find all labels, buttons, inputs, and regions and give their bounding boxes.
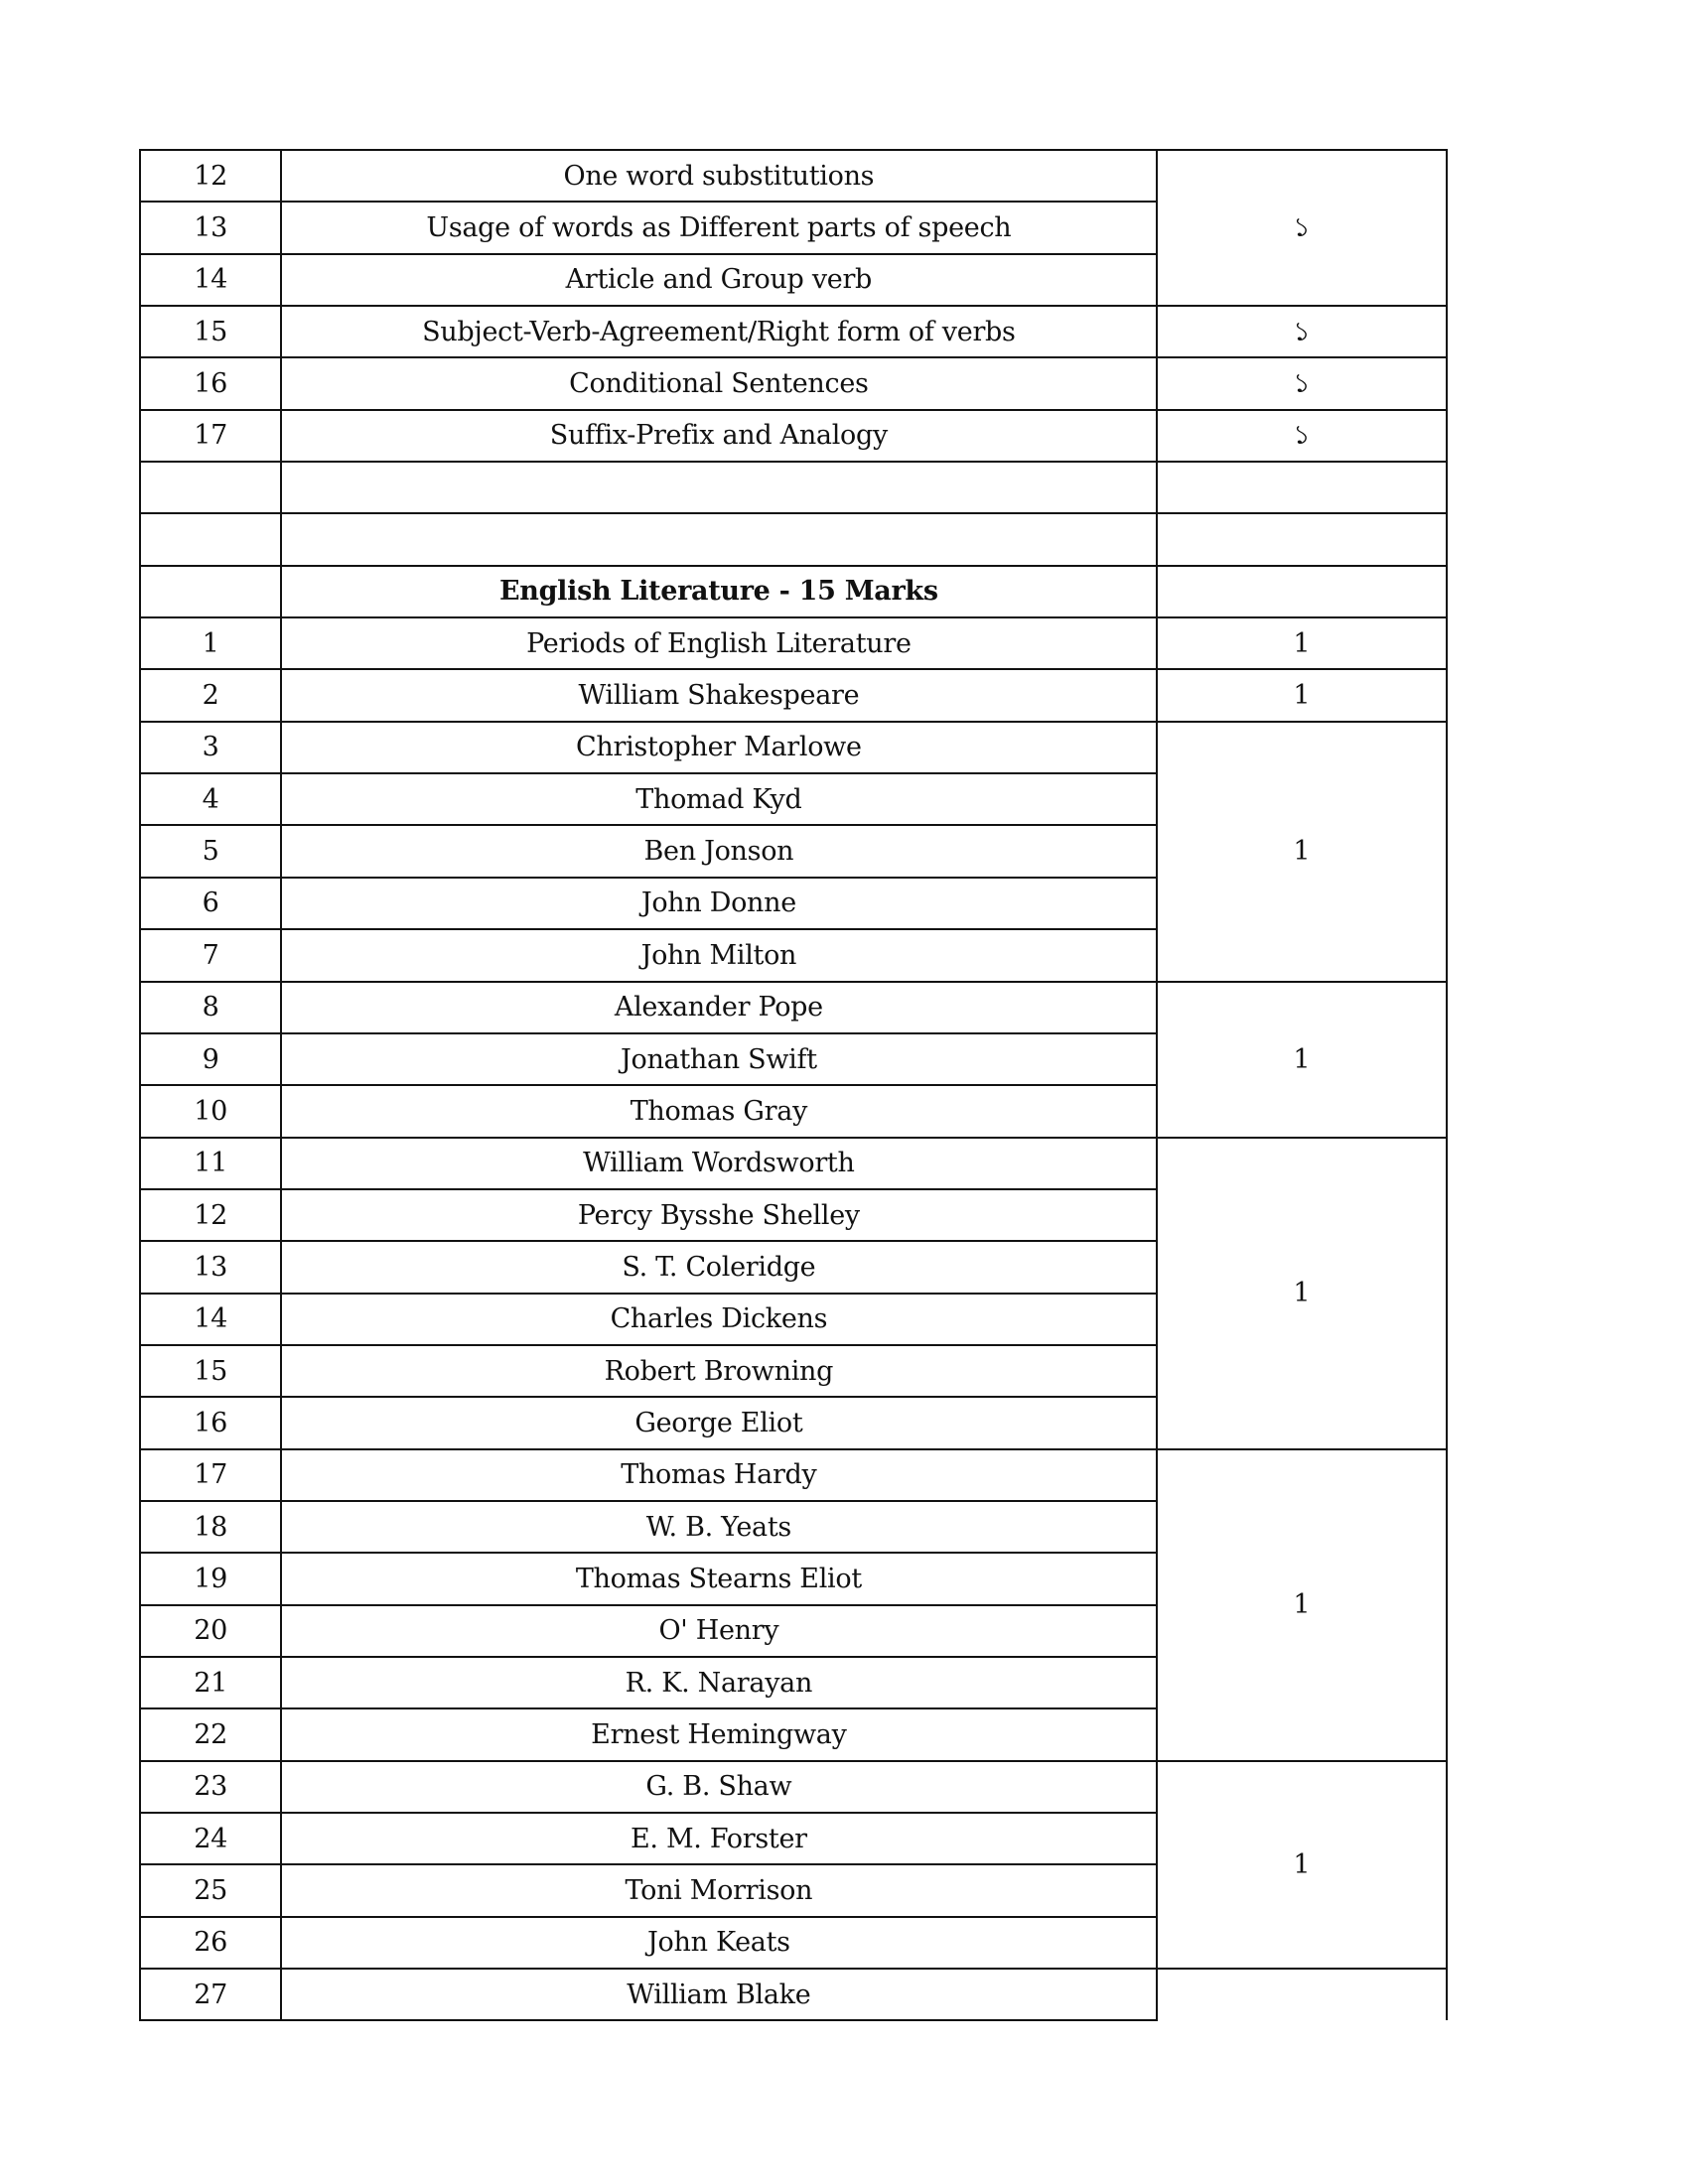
topic-cell: William Wordsworth: [281, 1138, 1156, 1189]
row-number: 16: [140, 1397, 281, 1448]
topic-cell: Ben Jonson: [281, 825, 1156, 877]
table-row: [140, 982, 1447, 1033]
empty-cell: [281, 462, 1156, 513]
row-number: 14: [140, 254, 281, 306]
topic-cell: Christopher Marlowe: [281, 722, 1156, 773]
topic-cell: Thomas Gray: [281, 1085, 1156, 1137]
topic-cell: John Keats: [281, 1917, 1156, 1969]
row-number: 27: [140, 1969, 281, 2020]
empty-cell: [1157, 566, 1447, 617]
row-number: 12: [140, 150, 281, 202]
topic-cell: John Donne: [281, 878, 1156, 929]
row-number: 21: [140, 1657, 281, 1708]
topic-cell: Ernest Hemingway: [281, 1708, 1156, 1760]
topic-cell: Thomas Stearns Eliot: [281, 1553, 1156, 1604]
topic-cell: Thomas Hardy: [281, 1449, 1156, 1501]
topic-cell: William Blake: [281, 1969, 1156, 2020]
marks-cell: 1: [1157, 982, 1447, 1138]
topic-cell: Toni Morrison: [281, 1864, 1156, 1916]
topic-cell: R. K. Narayan: [281, 1657, 1156, 1708]
empty-cell: [1157, 462, 1447, 513]
row-number: 20: [140, 1605, 281, 1657]
table-row: [140, 1138, 1447, 1189]
section-heading: English Literature - 15 Marks: [281, 566, 1156, 617]
topic-cell: S. T. Coleridge: [281, 1241, 1156, 1293]
table-row: [140, 722, 1447, 773]
row-number: 17: [140, 1449, 281, 1501]
row-number: 24: [140, 1813, 281, 1864]
row-number: 19: [140, 1553, 281, 1604]
row-number: 17: [140, 410, 281, 462]
topic-cell: Usage of words as Different parts of speech: [281, 202, 1156, 253]
row-number: 2: [140, 669, 281, 721]
row-number: 26: [140, 1917, 281, 1969]
syllabus-table: [139, 149, 1448, 2021]
table-row: [140, 306, 1447, 357]
marks-cell: 1: [1157, 617, 1447, 669]
marks-cell: 1: [1157, 722, 1447, 982]
topic-cell: E. M. Forster: [281, 1813, 1156, 1864]
row-number: 4: [140, 773, 281, 825]
topic-cell: Thomad Kyd: [281, 773, 1156, 825]
row-number: 16: [140, 357, 281, 409]
table-row: [140, 1969, 1447, 2020]
topic-cell: William Shakespeare: [281, 669, 1156, 721]
row-number: 12: [140, 1189, 281, 1241]
row-number: 11: [140, 1138, 281, 1189]
marks-cell: 1: [1157, 1449, 1447, 1761]
topic-cell: Robert Browning: [281, 1345, 1156, 1397]
topic-cell: Periods of English Literature: [281, 617, 1156, 669]
row-number: 23: [140, 1761, 281, 1813]
row-number: 10: [140, 1085, 281, 1137]
row-number: 5: [140, 825, 281, 877]
row-number: 6: [140, 878, 281, 929]
row-number: 22: [140, 1708, 281, 1760]
topic-cell: Suffix-Prefix and Analogy: [281, 410, 1156, 462]
table-row: [140, 669, 1447, 721]
row-number: 8: [140, 982, 281, 1033]
row-number: 7: [140, 929, 281, 981]
row-number: 18: [140, 1501, 281, 1553]
row-number: 14: [140, 1294, 281, 1345]
marks-cell: ১: [1157, 150, 1447, 306]
table-row: [140, 617, 1447, 669]
row-number: 3: [140, 722, 281, 773]
row-number: 13: [140, 202, 281, 253]
topic-cell: Charles Dickens: [281, 1294, 1156, 1345]
empty-cell: [1157, 1969, 1447, 2020]
topic-cell: W. B. Yeats: [281, 1501, 1156, 1553]
row-number: 15: [140, 1345, 281, 1397]
topic-cell: Article and Group verb: [281, 254, 1156, 306]
topic-cell: Subject-Verb-Agreement/Right form of verbs: [281, 306, 1156, 357]
blank-row: [140, 462, 1447, 513]
topic-cell: John Milton: [281, 929, 1156, 981]
marks-cell: 1: [1157, 1761, 1447, 1969]
table-row: [140, 357, 1447, 409]
empty-cell: [140, 566, 281, 617]
row-number: 25: [140, 1864, 281, 1916]
marks-cell: ১: [1157, 306, 1447, 357]
row-number: 9: [140, 1033, 281, 1085]
table-row: [140, 410, 1447, 462]
topic-cell: One word substitutions: [281, 150, 1156, 202]
section-heading-row: [140, 566, 1447, 617]
topic-cell: Percy Bysshe Shelley: [281, 1189, 1156, 1241]
marks-cell: ১: [1157, 357, 1447, 409]
row-number: 13: [140, 1241, 281, 1293]
table-row: [140, 1449, 1447, 1501]
topic-cell: George Eliot: [281, 1397, 1156, 1448]
empty-cell: [1157, 513, 1447, 565]
blank-row: [140, 513, 1447, 565]
marks-cell: 1: [1157, 669, 1447, 721]
topic-cell: G. B. Shaw: [281, 1761, 1156, 1813]
table-row: [140, 150, 1447, 202]
topic-cell: Conditional Sentences: [281, 357, 1156, 409]
topic-cell: O' Henry: [281, 1605, 1156, 1657]
empty-cell: [281, 513, 1156, 565]
row-number: 1: [140, 617, 281, 669]
marks-cell: ১: [1157, 410, 1447, 462]
row-number: 15: [140, 306, 281, 357]
marks-cell: 1: [1157, 1138, 1447, 1449]
table-row: [140, 1761, 1447, 1813]
topic-cell: Alexander Pope: [281, 982, 1156, 1033]
empty-cell: [140, 462, 281, 513]
empty-cell: [140, 513, 281, 565]
topic-cell: Jonathan Swift: [281, 1033, 1156, 1085]
